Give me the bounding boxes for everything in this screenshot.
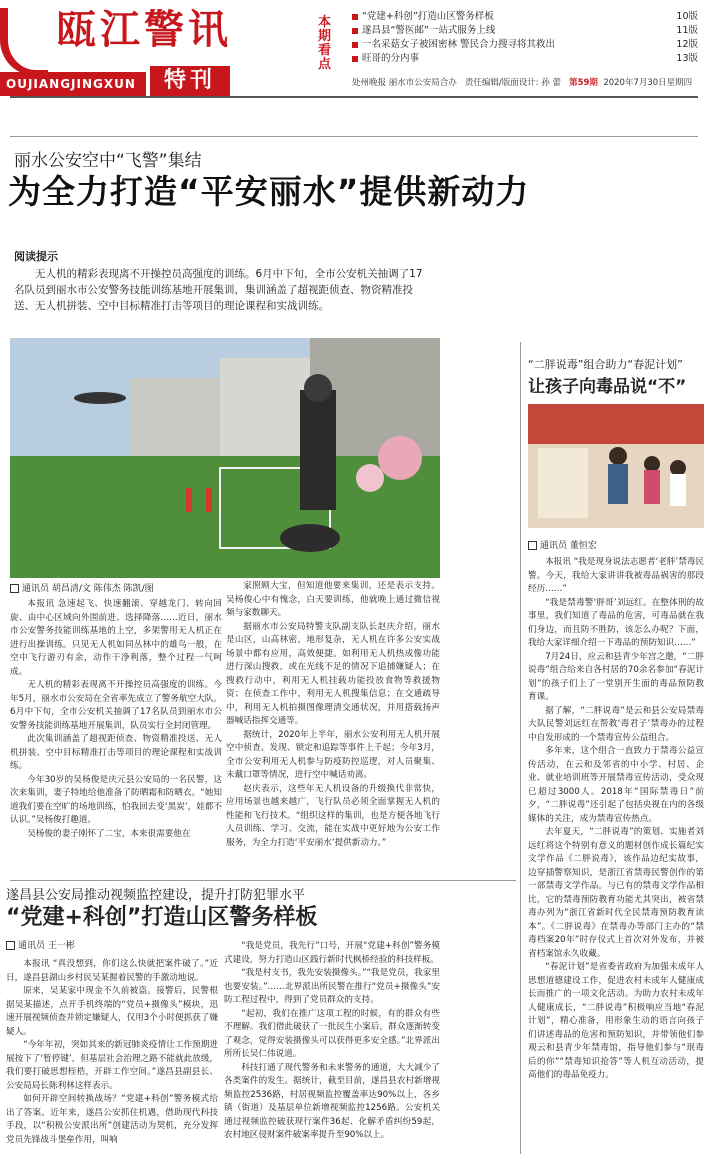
second-column-2 [224, 940, 440, 1158]
lead-column-2 [226, 580, 440, 880]
paragraph: 本报讯 “我是现身说法志愿者‘老胖’禁毒民警。今天，我给大家讲讲我被毒品祸害的那段经历……” [528, 557, 704, 594]
classroom-illustration [528, 404, 704, 528]
side-column [528, 556, 704, 1154]
caption-square-icon [10, 584, 19, 593]
masthead-ornament [0, 8, 48, 76]
paragraph: 无人机的精彩表现离不开操控员高强度的训练。今年5月，丽水市公安局在全省率先成立了警务航空大队。6月中下旬，全市公安机关抽调了17名队员到丽水市公安警务技能训练基地开展集训，队员实行全封闭管理。 [10, 680, 222, 731]
paragraph: 本报讯 “真没想到，你们这么快就把案件破了。”近日，遂昌县湖山乡村民吴某握着民警的手激动地说。 [6, 959, 218, 983]
anti-drug-class-photo [528, 404, 704, 528]
paragraph: 家照顾大宝，但知道他要来集训，还是表示支持。吴杨俊心中有愧念，白天要训练，他就晚上通过微信视频与家数聊天。 [226, 581, 440, 618]
paragraph: 此次集训涵盖了超视距侦查、物资精准投送、无人机拼装、空中目标精准打击等项目的理论课程和实战训练。 [10, 734, 222, 771]
reading-tip-label: 阅读提示 [14, 250, 58, 263]
side-byline: 通讯员 董恒宏 [528, 540, 597, 552]
paragraph: “起初，我们在推广这项工程的时候，有的群众有些不理解。我们借此破获了一批民生小案后，群众逐渐转变了观念，觉得安装摄像头可以获得更多安全感。”北界派出所所长吴仁伟说道。 [224, 1008, 440, 1059]
bullet-icon [352, 14, 358, 20]
highlights-label: 本期看点 [318, 15, 332, 72]
paragraph: 今年30岁的吴杨俊是庆元县公安局的一名民警，这次来集训，妻子特地给他准备了防晒霜和防晒衣。“她知道我们要在空旷的场地训练，怕我回去变‘黑炭’，娃都不认识。”吴杨俊打趣道。 [10, 774, 222, 825]
paragraph: 去年夏天，“二胖说毒”的策划、实施者刘远红将这个特别有意义的题材创作成长篇纪实文学作品《二胖说毒》，该作品边纪实故事，边穿插警察知识，是浙江省禁毒民警创作的第一部禁毒文学作品。与已有的禁毒文学作品相比，它的禁毒预防教育功能尤其突出，被省禁毒办列为“浙江省新时代全民禁毒预防教育读本”。《二胖说毒》在禁毒办等部门主办的“禁毒档案20年”时存仪式上首次对外发布，并被省档案馆永久收藏。 [528, 827, 704, 959]
second-column-1 [6, 958, 218, 1158]
second-byline: 通讯员 王一彬 [6, 940, 75, 952]
bullet-icon [352, 42, 358, 48]
paragraph: 据丽水市公安局特警支队副支队长赵庆介绍，丽水是山区，山高林密，地形复杂，无人机在许多公安实战场景中都有应用，高效便捷。如利用无人机热成像功能进行深山搜救，或在光线不足的情况下追捕嫌疑人；在搜救行动中，利用无人机挂载功能投放食物等救援物资；在侦查工作中，利用无人机搜集信息；在交通疏导中，利用无人机拍摄图像理清交通状况，并用搭载扬声器喊话指挥交通等。 [226, 621, 440, 726]
paragraph: 多年来，这个组合一直致力于禁毒公益宣传活动，在云和及邻省的中小学、村居、企业、就业培训班等开展禁毒宣传活动，受众现已超过3000人。2018年“国际禁毒日”前夕，“二胖说毒”还引起了包括央视在内的各级媒体的关注，成为禁毒宣传热点。 [528, 746, 704, 824]
paragraph: “我是村支书，我先安装摄像头。”“我是党员，我家里也要安装。”……北界派出所民警在推行“党员+摄像头”安防工程过程中，得到了党员群众的支持。 [224, 968, 440, 1005]
paragraph: “我是党员，我先行”口号，开展“党建+科创”警务模式建设，努力打造山区践行新时代枫桥经验的科技样板。 [224, 941, 440, 965]
second-kicker: 遂昌县公安局推动视频监控建设，提升打防犯罪水平 [6, 888, 306, 903]
side-kicker: “二胖说毒”组合助力“春泥计划” [528, 358, 683, 371]
paragraph: 据统计，2020年上半年，丽水公安利用无人机开展空中侦查、发现、锁定和追踪等事件上千起；今年3月，全市公安利用无人机参与防疫防控巡逻，对人员聚集、未戴口罩等情况，进行空中喊话劝离。 [226, 729, 440, 780]
second-headline: “党建+科创”打造山区警务样板 [6, 905, 318, 930]
paragraph: 本报讯 急速起飞、快速翻滚、穿越龙门、转向回旋、由中心区域向外围前进、选择降落……近日，丽水市公安警务技能训练基地的上空，多架警用无人机正在进行出操训练。只见无人机如同丛林中的雄鸟一般，在空中飞行游刃有余，动作干净利落，整个过程一气呵成。 [10, 599, 222, 677]
column-divider [520, 342, 521, 1154]
story-divider [10, 880, 516, 881]
paragraph: 科技打通了现代警务和未来警务的通道，大大减少了各类案件的发生。据统计，截至目前，遂昌县农村新增视频监控2536路，村居视频监控覆盖率达90%以上，各乡镇（街道）及基层单位新增视频监控1256路。公安机关通过视频监控破获现行案件36起、化解矛盾纠纷59起，农村地区侵财案件破案率提升至90%以上。 [224, 1062, 440, 1140]
paragraph: 赵庆表示，这些年无人机设备的升级换代非常快，应用场景也越来越广，飞行队员必须全面掌握无人机的性能和飞行技术。“组织这样的集训，也是方便各地飞行人员训练、学习、交流，能在实战中更好地为公安工作服务，为全力打造‘平安丽水’提供新动力。” [226, 783, 440, 848]
paragraph: “今年年初，突如其来的新冠肺炎疫情让工作预期进展按下了‘暂停键’，但基层社会治理之路不能就此放缓，我们要打破思想桎梏，开辟工作空间。”遂昌县副县长、公安局局长陈利林这样表示。 [6, 1040, 218, 1091]
caption-square-icon [528, 541, 537, 550]
caption-square-icon [6, 941, 15, 950]
paragraph: 原来，吴某家中现金不久前被盗。接警后，民警根据吴某描述，点开手机终端的“党员+摄像头”模块，迅速开展视频侦查并锁定嫌疑人，仅用3个小时便抓获了嫌疑人。 [6, 986, 218, 1037]
toc-item[interactable]: 旺哥的分内事 13版 [352, 52, 698, 66]
masthead-subtitle: OUJIANGJINGXUN [6, 77, 136, 91]
bullet-icon [352, 28, 358, 34]
table-of-contents [352, 10, 698, 66]
lead-headline: 为全力打造“平安丽水”提供新动力 [8, 172, 530, 211]
issue-date: 2020年7月30日星期四 [603, 78, 693, 88]
section-divider [10, 136, 698, 137]
lead-column-1 [10, 598, 222, 880]
paragraph: 7月24日，应云和县青少年宫之邀，“二胖说毒”组合给来自各村居的70余名参加“春泥计划”的孩子们上了一堂别开生面的毒品预防教育课。 [528, 651, 704, 702]
toc-item[interactable]: 一名采菇女子被困密林 警民合力搜寻将其救出 12版 [352, 38, 698, 52]
issue-line [352, 76, 698, 90]
drone-training-photo [10, 338, 440, 578]
masthead-title: 瓯江警讯 [56, 6, 232, 53]
special-edition-badge: 特刊 [150, 66, 230, 96]
masthead-divider [10, 96, 698, 98]
toc-item[interactable]: “党建+科创”打造山区警务样板 10版 [352, 10, 698, 24]
issue-number: 第59期 [569, 78, 598, 88]
reading-tip-text: 无人机的精彩表现离不开操控员高强度的训练。6月中下旬，全市公安机关抽调了17名队员到丽水市公安警务技能训练基地开展集训，集训涵盖了超视距侦查、物资精准投送、无人机拼装、空中目标精准打击等项目的理论课程和实战训练。 [14, 268, 423, 312]
paragraph: “春泥计划”是省委省政府为加强未成年人思想道德建设工作，促进农村未成年人健康成长而推广的一项文化活动。为助力农村未成年人健康成长，“二胖说毒”积极响应当地“春泥计划”，精心准备，用形象生动的语言向孩子们讲述毒品的危害和预防知识，并带领他们参观云和县青少年禁毒馆，指导他们参与“珉毒后的你”“禁毒知识抢答”等人机互动活动，提高他们的毒品免疫力。 [528, 962, 704, 1080]
drone-training-illustration [10, 338, 440, 578]
paragraph: 据了解，“二胖说毒”是云和县公安局禁毒大队民警刘远红在帮教‘毒君子’禁毒办的过程中自发形成的一个禁毒宣传公益组合。 [528, 705, 704, 743]
lead-kicker: 丽水公安空中“飞警”集结 [14, 151, 202, 171]
toc-item[interactable]: 遂昌县“警医邮”一站式服务上线 11版 [352, 24, 698, 38]
issue-org: 处州晚报 丽水市公安局合办 [352, 78, 457, 88]
lead-photo-caption: 通讯员 胡昌清/文 陈伟杰 陈凯/图 [10, 583, 154, 595]
paragraph: 如何开辟空间转换战场？“党建+科创”警务模式给出了答案。近年来，遂昌公安抓住机遇，借助现代科技手段，以“积极公安派出所”创建活动为契机，充分发挥党员先锋战斗堡垒作用，叫响 [6, 1094, 218, 1145]
issue-editors: 责任编辑/版面设计: 孙 蕾 [464, 78, 561, 88]
paragraph: “我是禁毒警‘胖哥’刘远红。在整体刑的故事里，我们知道了毒品的危害，可毒品就在我们身边，而且防不胜防，该怎么办呢？下面，我给大家详细介绍一下毒品的预防知识……” [528, 597, 704, 648]
bullet-icon [352, 56, 358, 62]
paragraph: 吴杨俊的妻子刚怀了二宝，本来很需要他在 [27, 828, 191, 839]
side-headline: 让孩子向毒品说“不” [528, 377, 687, 397]
